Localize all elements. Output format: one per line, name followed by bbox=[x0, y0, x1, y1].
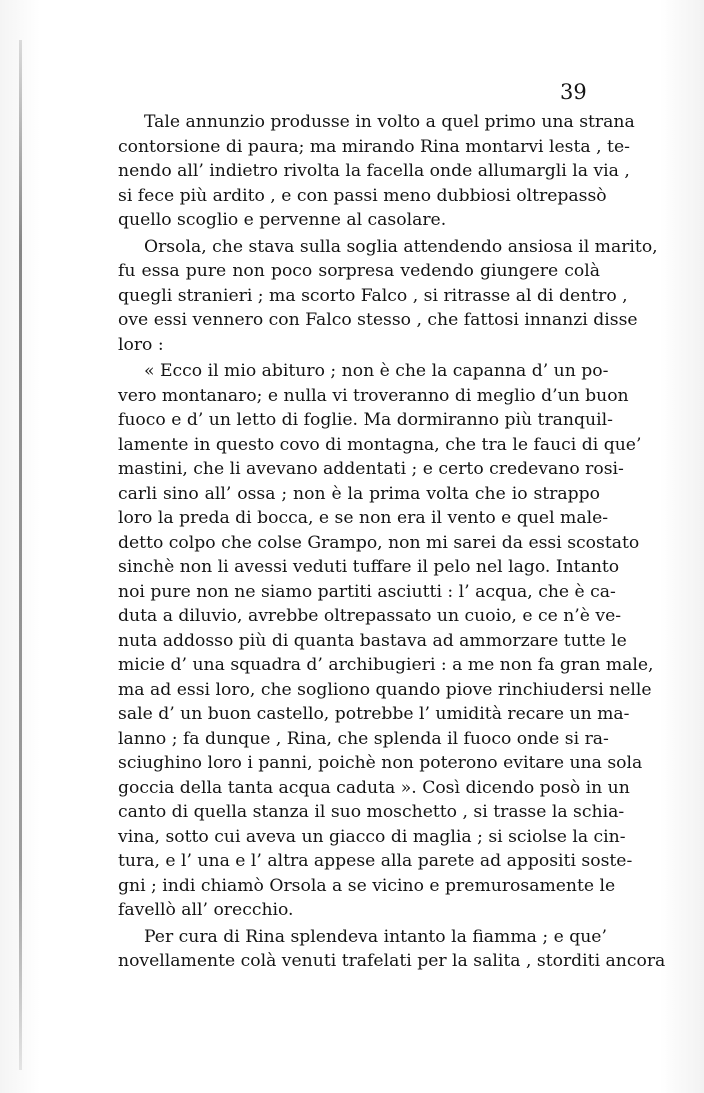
text-line: « Ecco il mio abituro ; non è che la capanna d’ un po- bbox=[144, 361, 609, 381]
text-line: lamente in questo covo di montagna, che tra le fauci di que’ bbox=[118, 434, 642, 455]
text-line: vero montanaro; e nulla vi troveranno di meglio d’un buon bbox=[118, 385, 629, 406]
text-line: contorsione di paura; ma mirando Rina montarvi lesta , te- bbox=[118, 136, 630, 157]
text-line: sinchè non li avessi veduti tuffare il pelo nel lago. Intanto bbox=[118, 557, 620, 577]
text-line: noi pure non ne siamo partiti asciutti : l’ acqua, che è ca- bbox=[118, 581, 616, 602]
text-line: micie d’ una squadra d’ archibugieri : a me non fa gran male, bbox=[118, 655, 654, 675]
text-line: quegli stranieri ; ma scorto Falco , si ritrasse al di dentro , bbox=[118, 285, 628, 306]
paragraph bbox=[118, 235, 658, 358]
text-line: canto di quella stanza il suo moschetto , si trasse la schia- bbox=[118, 802, 625, 822]
text-line: ma ad essi loro, che sogliono quando piove rinchiudersi nelle bbox=[118, 679, 652, 700]
text-line: loro la preda di bocca, e se non era il vento e quel male- bbox=[118, 508, 609, 528]
text-line: mastini, che li avevano addentati ; e certo credevano rosi- bbox=[118, 459, 624, 479]
text-line: detto colpo che colse Grampo, non mi sarei da essi scostato bbox=[118, 532, 640, 553]
text-line: nendo all’ indietro rivolta la facella onde allumargli la via , bbox=[118, 161, 630, 181]
text-line: gni ; indi chiamò Orsola a se vicino e premurosamente le bbox=[118, 875, 616, 896]
page-body-text bbox=[118, 110, 666, 974]
paragraph bbox=[118, 925, 666, 974]
page-binding-edge bbox=[19, 40, 22, 1070]
text-line: vina, sotto cui aveva un giacco di maglia ; si sciolse la cin- bbox=[118, 826, 626, 847]
text-line: si fece più ardito , e con passi meno dubbiosi oltrepassò bbox=[118, 185, 607, 206]
text-line: fu essa pure non poco sorpresa vedendo giungere colà bbox=[118, 261, 600, 281]
text-line: lanno ; fa dunque , Rina, che splenda il fuoco onde si ra- bbox=[118, 728, 609, 749]
text-line: nuta addosso più di quanta bastava ad ammorzare tutte le bbox=[118, 630, 627, 651]
text-line: sale d’ un buon castello, potrebbe l’ umidità recare un ma- bbox=[118, 704, 630, 724]
text-line: tura, e l’ una e l’ altra appese alla parete ad appositi soste- bbox=[118, 851, 633, 871]
text-line: Per cura di Rina splendeva intanto la fiamma ; e que’ bbox=[144, 926, 607, 947]
page-number: 39 bbox=[560, 80, 587, 104]
text-line: carli sino all’ ossa ; non è la prima volta che io strappo bbox=[118, 483, 600, 504]
text-line: favellò all’ orecchio. bbox=[118, 900, 294, 920]
text-line: sciughino loro i panni, poichè non poterono evitare una sola bbox=[118, 753, 643, 773]
text-line: Orsola, che stava sulla soglia attendendo ansiosa il marito, bbox=[144, 236, 658, 257]
text-line: quello scoglio e pervenne al casolare. bbox=[118, 210, 447, 230]
text-line: fuoco e d’ un letto di foglie. Ma dormiranno più tranquil- bbox=[118, 410, 613, 430]
text-line: novellamente colà venuti trafelati per la salita , storditi ancora bbox=[118, 951, 666, 971]
text-line: loro : bbox=[118, 334, 164, 355]
text-line: duta a diluvio, avrebbe oltrepassato un cuoio, e ce n’è ve- bbox=[118, 606, 622, 626]
text-line: Tale annunzio produsse in volto a quel primo una strana bbox=[144, 112, 635, 132]
text-line: ove essi vennero con Falco stesso , che fattosi innanzi disse bbox=[118, 310, 638, 330]
paragraph bbox=[118, 110, 635, 233]
text-line: goccia della tanta acqua caduta ». Così dicendo posò in un bbox=[118, 777, 630, 798]
paragraph bbox=[118, 359, 654, 923]
